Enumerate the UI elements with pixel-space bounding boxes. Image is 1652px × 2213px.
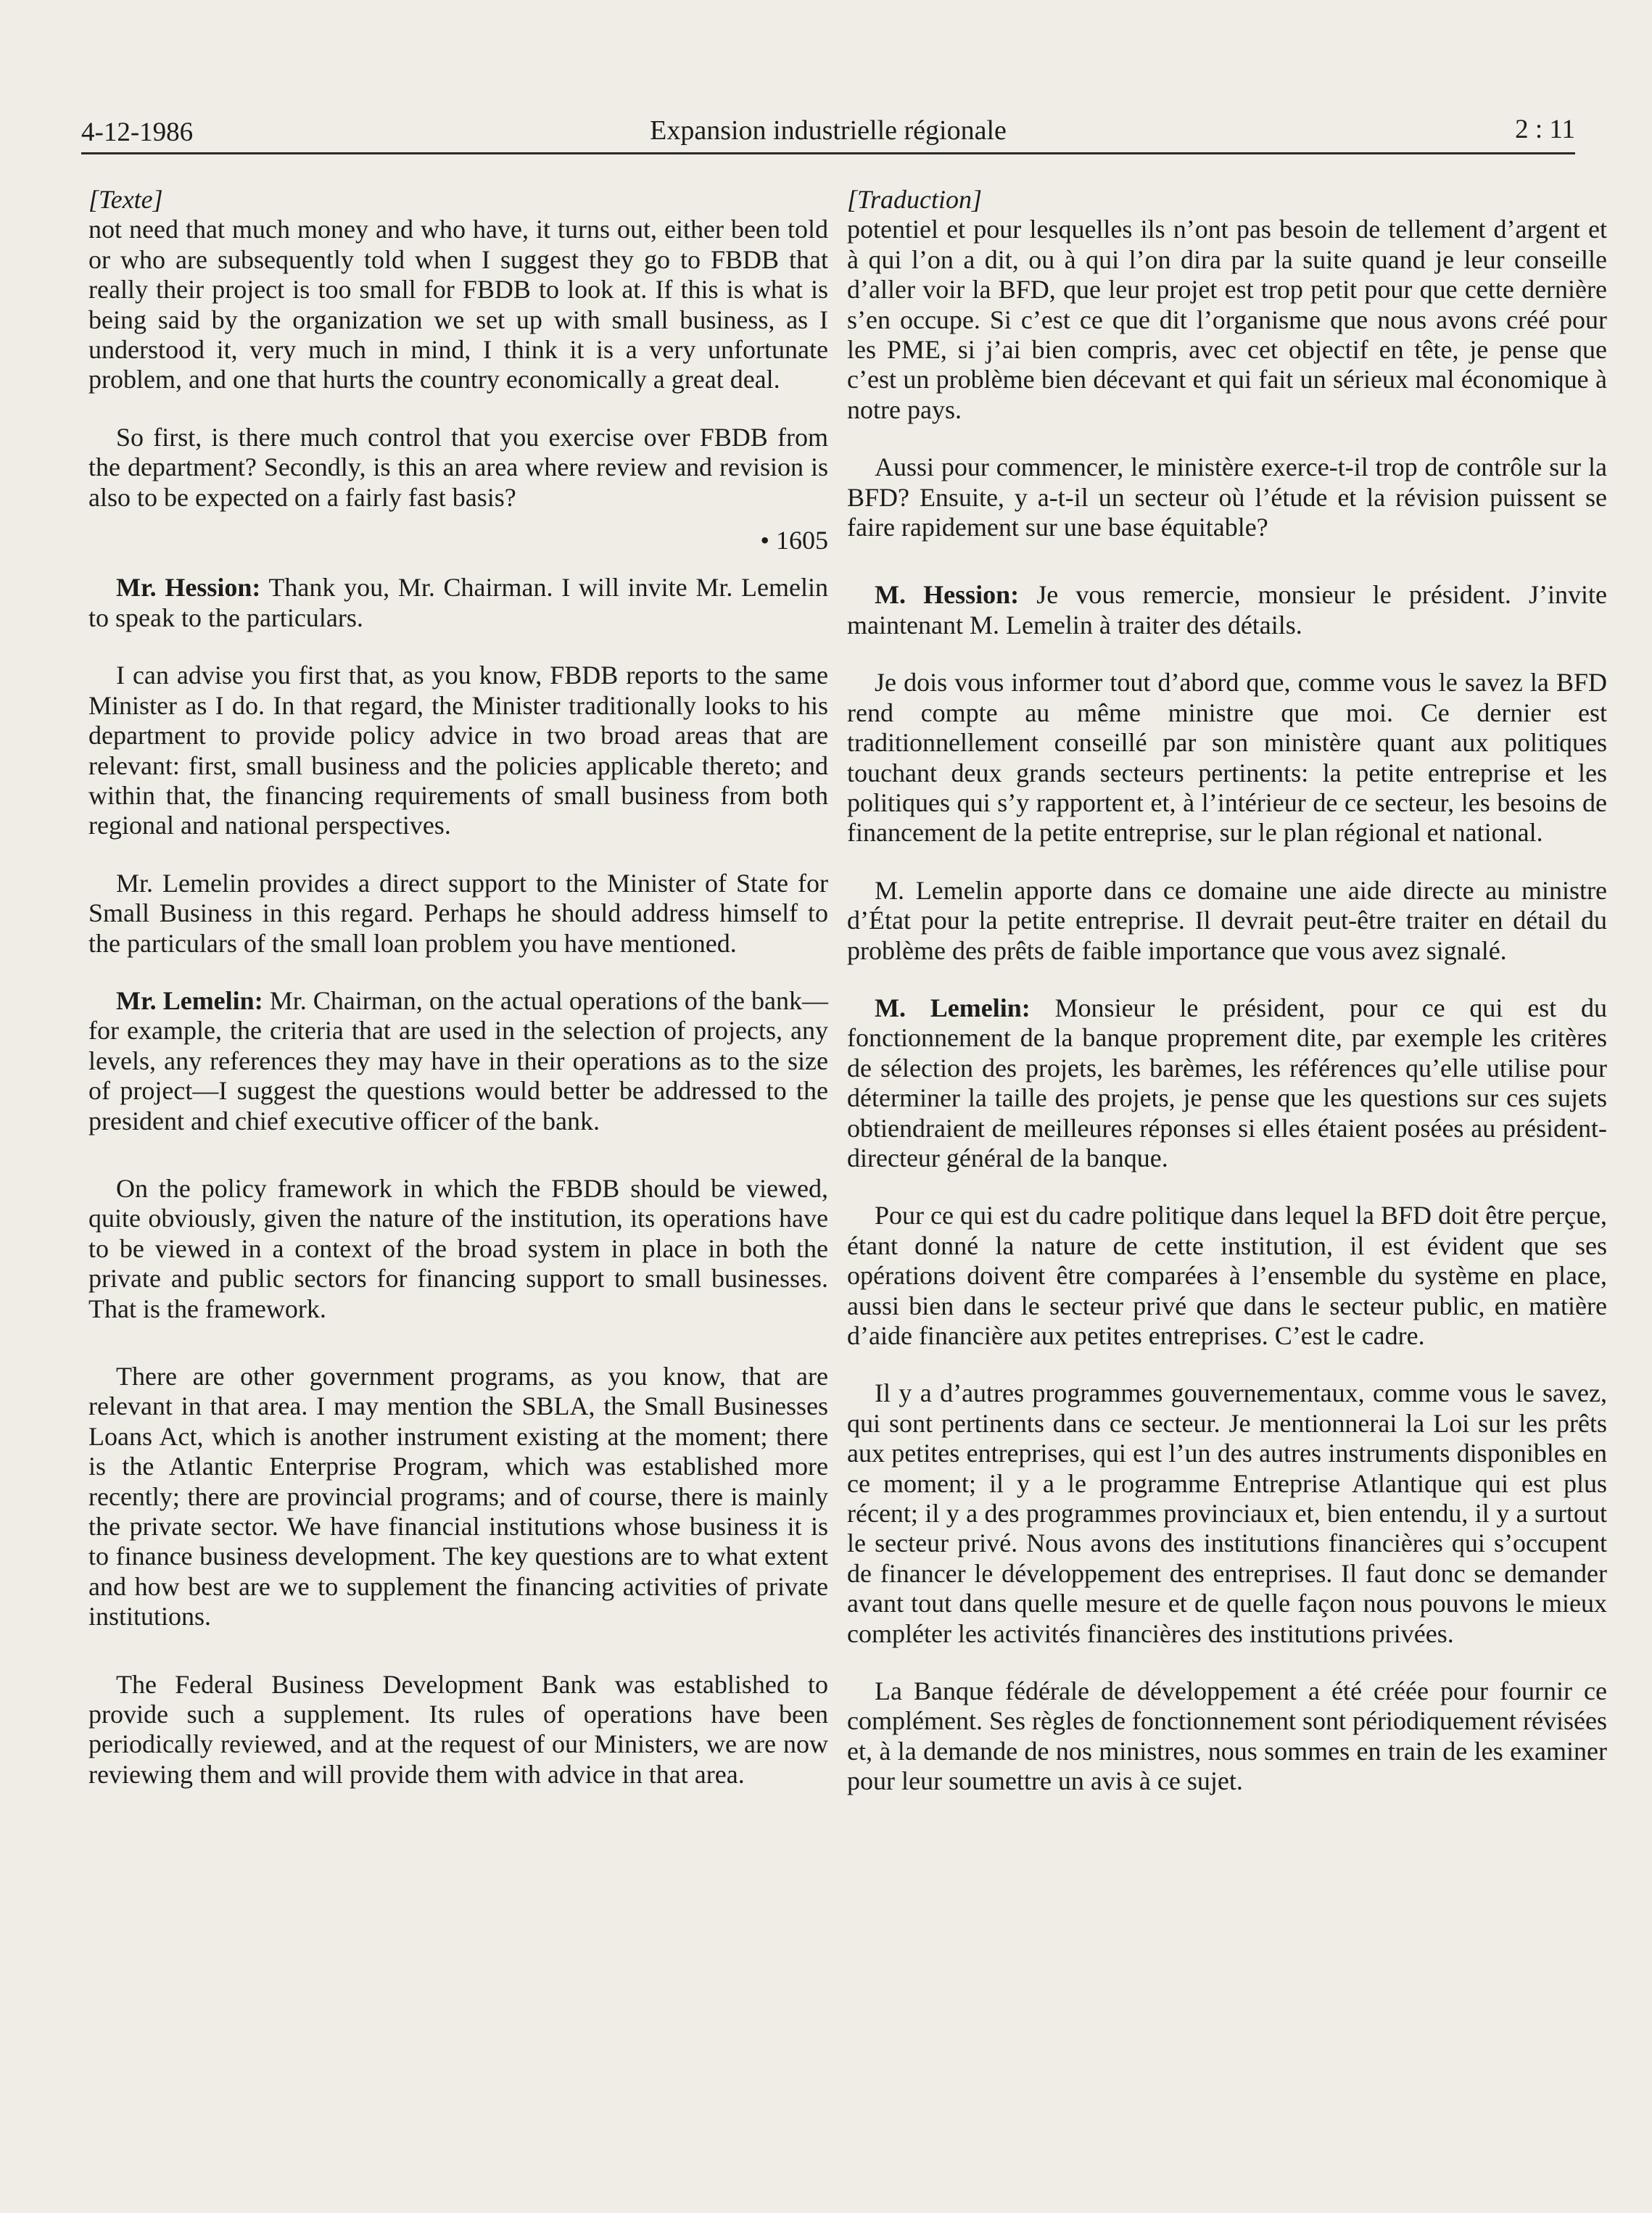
speech-text: Monsieur le président, pour ce qui est du fonctionnement de la banque proprement dite, par exemple les critères de sélection des projets, les barèmes, les références qu’elle utilise pour déterminer la taille des projets, je pense que les questions sur ces sujets obtiendraient de meilleures réponses si elles étaient posées au président-directeur général de la banque.	[847, 993, 1607, 1172]
paragraph: Il y a d’autres programmes gouvernementaux, comme vous le savez, qui sont pertinents dans ce secteur. Je mentionnerai la Loi sur les prêts aux petites entreprises, qui est l’un des autres instruments disponibles en ce moment; il y a le programme Entreprise Atlantique qui est plus récent; il y a des programmes provinciaux et, bien entendu, il y a surtout le secteur privé. Nous avons des institutions financières qui s’occupent de financer le développement des entreprises. Il faut donc se demander avant tout dans quelle mesure et de quelle façon nous pouvons le mieux compléter les activités financières des institutions privées.	[847, 1378, 1607, 1648]
paragraph	[88, 986, 828, 1136]
paragraph	[88, 573, 828, 633]
time-stamp: • 1605	[760, 526, 828, 555]
paragraph: La Banque fédérale de développement a été créée pour fournir ce complément. Ses règles de fonctionnement sont périodiquement révisées et, à la demande de nos ministres, nous sommes en train de les examiner pour leur soumettre un avis à ce sujet.	[847, 1676, 1607, 1796]
header-title: Expansion industrielle régionale	[650, 115, 1007, 146]
paragraph: potentiel et pour lesquelles ils n’ont pas besoin de tellement d’argent et à qui l’on a dit, ou à qui l’on dira par la suite quand je leur conseille d’aller voir la BFD, que leur projet est trop petit pour que cette dernière s’en occupe. Si c’est ce que dit l’organisme que nous avons créé pour les PME, si j’ai bien compris, avec cet objectif en tête, je pense que c’est un problème bien décevant et qui fait un sérieux mal économique à notre pays.	[847, 215, 1607, 424]
paragraph: Pour ce qui est du cadre politique dans lequel la BFD doit être perçue, étant donné la nature de cette institution, il est évident que ses opérations doivent être comparées à l’ensemble du système en place, aussi bien dans le secteur privé que dans le secteur public, en matière d’aide financière aux petites entreprises. C’est le cadre.	[847, 1201, 1607, 1350]
paragraph: On the policy framework in which the FBDB should be viewed, quite obviously, given the nature of the institution, its operations have to be viewed in a context of the broad system in place in both the private and public sectors for financing support to small businesses. That is the framework.	[88, 1173, 828, 1323]
paragraph: The Federal Business Development Bank was established to provide such a supplement. Its rules of operations have been periodically reviewed, and at the request of our Ministers, we are now reviewing them and will provide them with advice in that area.	[88, 1669, 828, 1789]
paragraph: not need that much money and who have, it turns out, either been told or who are subsequently told when I suggest they go to FBDB that really their project is too small for FBDB to look at. If this is what is being said by the organization we set up with small business, as I understood it, very much in mind, I think it is a very unfortunate problem, and one that hurts the country economically a great deal.	[88, 215, 828, 394]
french-label: [Traduction]	[847, 185, 983, 214]
paragraph: There are other government programs, as you know, that are relevant in that area. I may mention the SBLA, the Small Businesses Loans Act, which is another instrument existing at the moment; there is the Atlantic Enterprise Program, which was established more recently; there are provincial programs; and of course, there is mainly the private sector. We have financial institutions whose business it is to finance business development. The key questions are to what extent and how best are we to supplement the financing activities of private institutions.	[88, 1362, 828, 1631]
english-label: [Texte]	[88, 185, 163, 214]
speaker-name: Mr. Hession:	[116, 573, 261, 603]
speech-text: Je vous remercie, monsieur le président. J’invite maintenant M. Lemelin à traiter des détails.	[847, 580, 1607, 640]
paragraph: M. Lemelin apporte dans ce domaine une aide directe au ministre d’État pour la petite entreprise. Il devrait peut-être traiter en détail du problème des prêts de faible importance que vous avez signalé.	[847, 875, 1607, 965]
paragraph: Je dois vous informer tout d’abord que, comme vous le savez la BFD rend compte au même ministre que moi. Ce dernier est traditionnellement conseillé par son ministère quant aux politiques touchant deux grands secteurs pertinents: la petite entreprise et les politiques qui s’y rapportent et, à l’intérieur de ce secteur, les besoins de financement de la petite entreprise, sur le plan régional et national.	[847, 668, 1607, 848]
page-header	[81, 102, 1575, 154]
paragraph: So first, is there much control that you exercise over FBDB from the department? Secondly, is this an area where review and revision is also to be expected on a fairly fast basis?	[88, 422, 828, 512]
speaker-name: M. Hession:	[875, 580, 1020, 610]
paragraph: I can advise you first that, as you know, FBDB reports to the same Minister as I do. In that regard, the Minister traditionally looks to his department to provide policy advice in two broad areas that are relevant: first, small business and the policies applicable thereto; and within that, the financing requirements of small business from both regional and national perspectives.	[88, 661, 828, 840]
speaker-name: Mr. Lemelin:	[116, 985, 263, 1015]
header-page-number: 2 : 11	[1515, 115, 1575, 144]
paragraph: Mr. Lemelin provides a direct support to the Minister of State for Small Business in this regard. Perhaps he should address himself to the particulars of the small loan problem you have mentioned.	[88, 868, 828, 958]
header-date: 4-12-1986	[81, 117, 194, 147]
french-column	[847, 185, 1607, 1824]
paragraph: Aussi pour commencer, le ministère exerce-t-il trop de contrôle sur la BFD? Ensuite, y a-t-il un secteur où l’étude et la révision puissent se faire rapidement sur une base équitable?	[847, 452, 1607, 542]
speech-text: Thank you, Mr. Chairman. I will invite Mr. Lemelin to speak to the particulars.	[88, 573, 828, 632]
paragraph	[847, 993, 1607, 1173]
speaker-name: M. Lemelin:	[875, 993, 1031, 1022]
speech-text: Mr. Chairman, on the actual operations of the bank—for example, the criteria that are used in the selection of projects, any levels, any references they may have in their operations as to the size of project—I suggest the questions would better be addressed to the president and chief executive officer of the bank.	[88, 985, 828, 1136]
english-column	[88, 185, 828, 1817]
paragraph	[847, 580, 1607, 640]
